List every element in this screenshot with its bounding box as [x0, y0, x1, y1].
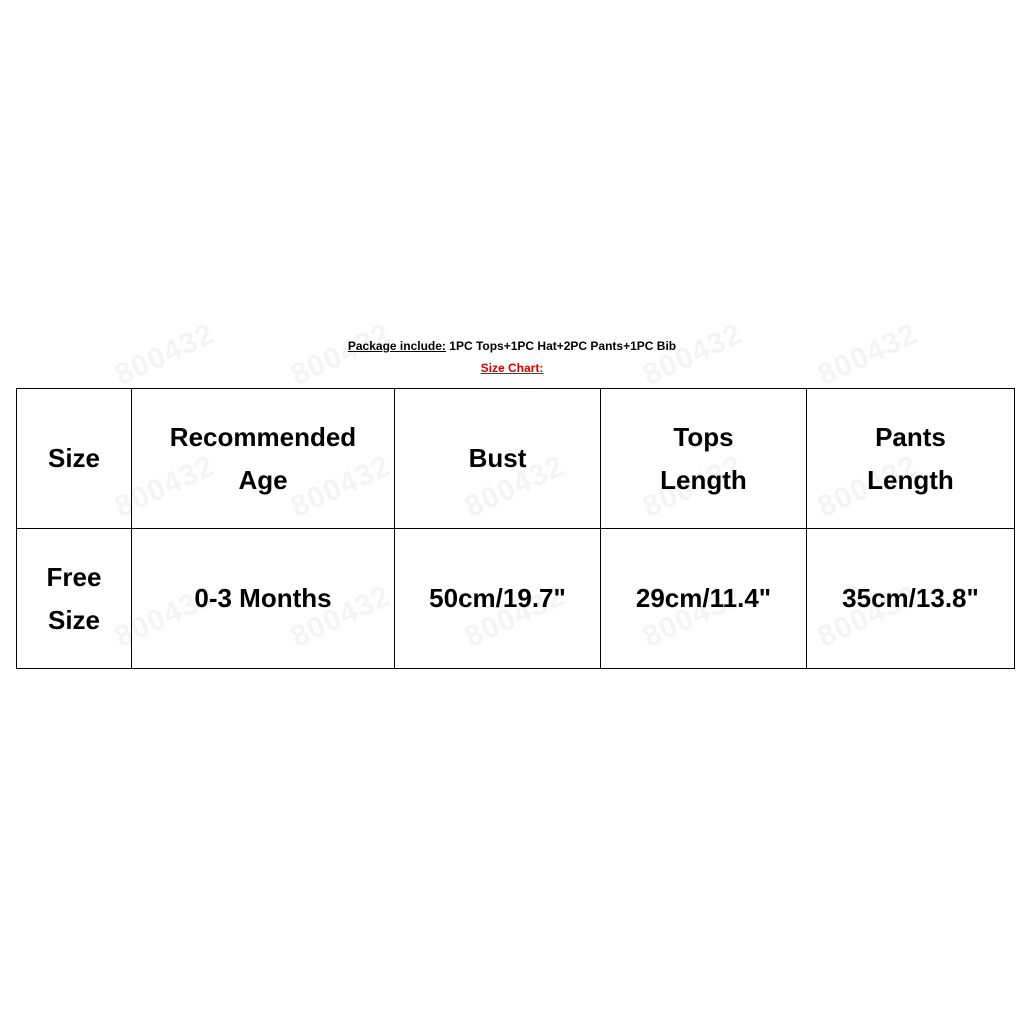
- header-text: Length: [867, 464, 954, 495]
- watermark: [286, 317, 397, 393]
- header-cell-tops-length: [601, 389, 807, 529]
- header-text: Length: [660, 464, 747, 495]
- cell-text: 29cm/11.4": [635, 583, 772, 613]
- header-text: Size: [47, 443, 101, 473]
- size-chart-table: [16, 388, 1015, 669]
- cell-text: 50cm/19.7": [429, 583, 566, 613]
- watermark: [813, 317, 924, 393]
- header-text: Bust: [468, 443, 527, 473]
- cell-text: Size: [47, 604, 101, 635]
- header-cell-recommended-age: [132, 389, 395, 529]
- table-header-row: [17, 389, 1015, 529]
- header-cell-pants-length: [807, 389, 1015, 529]
- cell-recommended-age: [132, 529, 395, 669]
- package-include-label: Package include:: [347, 339, 446, 353]
- header-cell-size: [17, 389, 132, 529]
- cell-text: 35cm/13.8": [842, 583, 979, 613]
- header-text: Pants: [875, 421, 946, 452]
- header-text: Recommended: [169, 421, 357, 452]
- header-text: Age: [238, 464, 288, 495]
- cell-size: [17, 529, 132, 669]
- cell-bust: [395, 529, 601, 669]
- header-cell-bust: [395, 389, 601, 529]
- package-include-line: [0, 338, 1024, 354]
- table-row: [17, 529, 1015, 669]
- cell-text: Free: [46, 561, 102, 592]
- cell-tops-length: [601, 529, 807, 669]
- cell-text: 0-3 Months: [194, 583, 332, 613]
- watermark: [638, 317, 749, 393]
- header-text: Tops: [673, 421, 734, 452]
- size-chart-title: Size Chart:: [480, 361, 544, 375]
- watermark: [110, 317, 221, 393]
- package-include-contents: 1PC Tops+1PC Hat+2PC Pants+1PC Bib: [449, 339, 677, 353]
- cell-pants-length: [807, 529, 1015, 669]
